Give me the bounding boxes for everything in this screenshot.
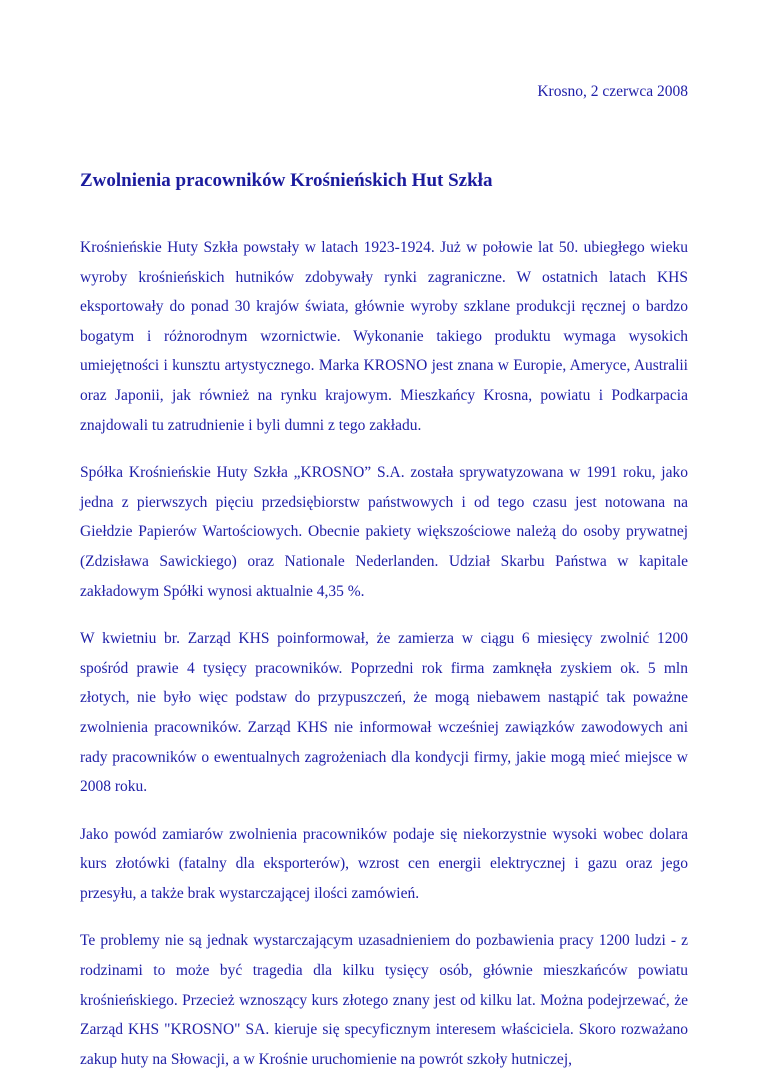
paragraph-layoffs-announcement: W kwietniu br. Zarząd KHS poinformował, że zamierza w ciągu 6 miesięcy zwolnić 1200 spośród prawie 4 tysięcy pracowników. Poprzedni rok firma zamknęła zyskiem ok. 5 mln złotych, nie było więc podstaw do przypuszczeń, że mogą niebawem nastąpić tak poważne zwolnienia pracowników. Zarząd KHS nie informował wcześniej zawiązków zawodowych ani rady pracowników o ewentualnych zagrożeniach dla kondycji firmy, jakie mogą mieć miejsce w 2008 roku. xyxy=(80,630,688,796)
paragraph-criticism: Te problemy nie są jednak wystarczającym uzasadnieniem do pozbawienia pracy 1200 ludzi - z rodzinami to może być tragedia dla kilku tysięcy osób, głównie mieszkańców powiatu krośnieńskiego. Przecież wznoszący kurs złotego znany jest od kilku lat. Można podejrzewać, że Zarząd KHS "KROSNO" SA. kieruje się specyficznym interesem właściciela. Skoro rozważano zakup huty na Słowacji, a w Krośnie uruchomienie na powrót szkoły hutniczej, xyxy=(80,932,688,1068)
document-title: Zwolnienia pracowników Krośnieńskich Hut Szkła xyxy=(80,170,493,191)
date-line: Krosno, 2 czerwca 2008 xyxy=(537,83,688,100)
paragraph-reasons: Jako powód zamiarów zwolnienia pracowników podaje się niekorzystnie wysoki wobec dolara kurs złotówki (fatalny dla eksporterów), wzrost cen energii elektrycznej i gazu oraz jego przesyłu, a także brak wystarczającej ilości zamówień. xyxy=(80,825,688,902)
document-body xyxy=(80,233,688,1092)
paragraph-privatization: Spółka Krośnieńskie Huty Szkła „KROSNO” S.A. została sprywatyzowana w 1991 roku, jako jedna z pierwszych pięciu przedsiębiorstw państwowych i od tego czasu jest notowana na Giełdzie Papierów Wartościowych. Obecnie pakiety większościowe należą do osoby prywatnej (Zdzisława Sawickiego) oraz Nationale Nederlanden. Udział Skarbu Państwa w kapitale zakładowym Spółki wynosi aktualnie 4,35 %. xyxy=(80,464,688,600)
paragraph-history: Krośnieńskie Huty Szkła powstały w latach 1923-1924. Już w połowie lat 50. ubiegłego wieku wyroby krośnieńskich hutników zdobywały rynki zagraniczne. W ostatnich latach KHS eksportowały do ponad 30 krajów świata, głównie wyroby szklane produkcji ręcznej o bardzo bogatym i różnorodnym wzornictwie. Wykonanie takiego produktu wymaga wysokich umiejętności i kunsztu artystycznego. Marka KROSNO jest znana w Europie, Ameryce, Australii oraz Japonii, jak również na rynku krajowym. Mieszkańcy Krosna, powiatu i Podkarpacia znajdowali tu zatrudnienie i byli dumni z tego zakładu. xyxy=(80,239,688,434)
